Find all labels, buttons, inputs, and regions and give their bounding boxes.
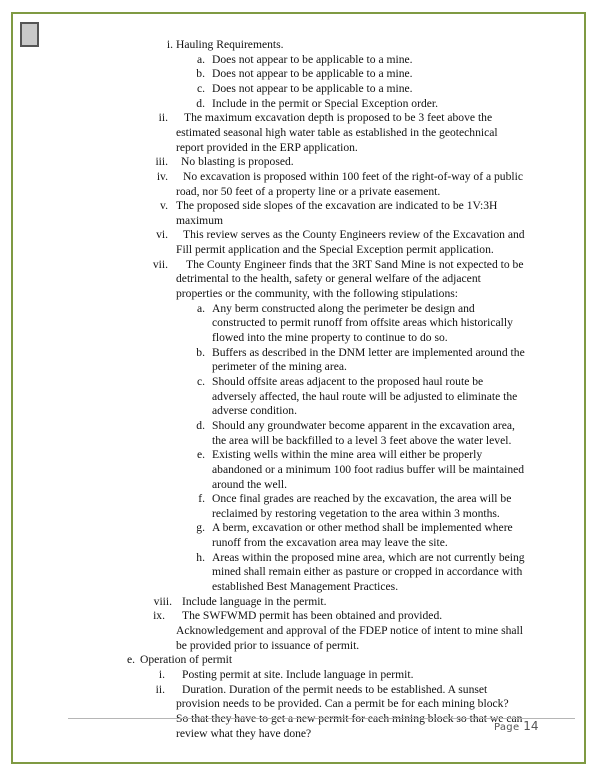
item-text-line: Include language in the permit.: [182, 594, 327, 608]
item-marker: d.: [196, 418, 205, 432]
item-text-line: constructed to permit runoff from offsite areas which historically: [212, 316, 513, 330]
item-marker: d.: [196, 96, 205, 110]
item-marker: g.: [196, 521, 205, 535]
item-marker: i.: [166, 38, 173, 51]
item-marker: c.: [196, 81, 205, 95]
item-marker: i.: [158, 667, 165, 681]
item-marker: ii.: [158, 111, 168, 125]
item-text-line: flowed into the mine property to continue to do so.: [212, 331, 448, 344]
item-marker: v.: [160, 199, 168, 213]
item-marker: b.: [196, 67, 205, 81]
item-text-line: This review serves as the County Engineers review of the Excavation and: [183, 228, 525, 242]
item-text-line: Once final grades are reached by the excavation, the area will be: [212, 492, 512, 506]
item-text-line: No blasting is proposed.: [181, 155, 294, 169]
item-text-line: The maximum excavation depth is proposed to be 3 feet above the: [184, 111, 493, 125]
item-text-line: The proposed side slopes of the excavation are indicated to be 1V:3H: [176, 199, 498, 213]
item-text-line: Fill permit application and the Special Exception permit application.: [176, 243, 494, 257]
item-text-line: Should offsite areas adjacent to the proposed haul route be: [212, 374, 484, 388]
item-text-line: Does not appear to be applicable to a mine.: [212, 52, 413, 66]
page-number-value: 14: [523, 719, 539, 733]
item-text-line: properties or the community, with the following stipulations:: [176, 287, 458, 301]
item-text-line: be provided prior to issuance of permit.: [176, 638, 360, 652]
item-text-line: Buffers as described in the DNM letter are implemented around the: [212, 345, 525, 359]
item-marker: c.: [196, 374, 205, 388]
item-text-line: Operation of permit: [140, 653, 233, 667]
item-text-line: A berm, excavation or other method shall be implemented where: [212, 521, 513, 535]
page-number: [494, 719, 539, 733]
item-text-line: Any berm constructed along the perimeter be design and: [212, 301, 475, 315]
item-text-line: Areas within the proposed mine area, which are not currently being: [212, 550, 525, 564]
item-marker: a.: [196, 52, 205, 66]
item-text-line: review what they have done?: [176, 726, 312, 740]
item-text-line: Duration. Duration of the permit needs to be established. A sunset: [182, 682, 488, 696]
item-text-line: The SWFWMD permit has been obtained and provided.: [182, 609, 443, 623]
item-text-line: No excavation is proposed within 100 feet of the right-of-way of a public: [183, 169, 523, 183]
item-text-line: estimated seasonal high water table as established in the geotechnical: [176, 125, 498, 139]
item-text-line: adversely affected, the haul route will be adjusted to eliminate the: [212, 389, 518, 403]
item-text-line: abandoned or a minimum 100 foot radius buffer will be maintained: [212, 462, 525, 476]
page-label: Page: [494, 722, 520, 733]
item-text-line: road, nor 50 feet of a property line or a private easement.: [176, 184, 441, 198]
item-text-line: mined shall remain either as pasture or cropped in accordance with: [212, 565, 523, 579]
item-marker: h.: [196, 550, 205, 564]
item-text-line: around the well.: [212, 477, 288, 491]
item-text-line: Include in the permit or Special Exception order.: [212, 96, 439, 110]
item-text-line: Should any groundwater become apparent in the excavation area,: [212, 418, 515, 432]
item-marker: a.: [196, 301, 205, 315]
item-text-line: runoff from the excavation area may leave the site.: [212, 536, 448, 550]
item-text-line: adverse condition.: [212, 404, 297, 418]
item-marker: vi.: [156, 228, 168, 242]
item-text-line: The County Engineer finds that the 3RT Sand Mine is not expected to be: [186, 257, 524, 271]
item-text-line: maximum: [176, 213, 224, 227]
item-text-line: the area will be backfilled to a level 3 feet above the water level.: [212, 433, 512, 447]
item-marker: ii.: [155, 682, 165, 696]
item-text-line: Does not appear to be applicable to a mine.: [212, 81, 413, 95]
item-text-line: Does not appear to be applicable to a mine.: [212, 67, 413, 81]
item-text-line: provision needs to be provided. Can a permit be for each mining block?: [176, 697, 509, 711]
item-marker: vii.: [152, 257, 168, 271]
item-marker: iv.: [156, 169, 168, 183]
item-text-line: Existing wells within the mine area will either be properly: [212, 448, 483, 462]
item-text-line: So that they have to get a new permit for each mining block so that we can: [176, 711, 523, 725]
item-text-line: perimeter of the mining area.: [212, 360, 347, 374]
item-marker: viii.: [153, 594, 172, 608]
item-marker: e.: [126, 653, 135, 667]
item-text-line: Acknowledgement and approval of the FDEP notice of intent to mine shall: [176, 624, 523, 637]
item-text-line: established Best Management Practices.: [212, 580, 399, 594]
item-marker: iii.: [155, 155, 168, 169]
item-marker: b.: [196, 345, 205, 359]
item-text-line: Hauling Requirements.: [176, 38, 284, 51]
item-text-line: reclaimed by restoring vegetation to the area within 3 months.: [212, 506, 500, 520]
item-marker: e.: [196, 448, 205, 462]
item-text-line: Posting permit at site. Include language in permit.: [182, 667, 414, 681]
item-marker: ix.: [153, 609, 165, 623]
corner-marker: [20, 22, 39, 47]
item-text-line: detrimental to the health, safety or general welfare of the adjacent: [176, 272, 481, 286]
item-marker: f.: [198, 492, 205, 506]
item-text-line: report provided in the ERP application.: [176, 140, 358, 154]
